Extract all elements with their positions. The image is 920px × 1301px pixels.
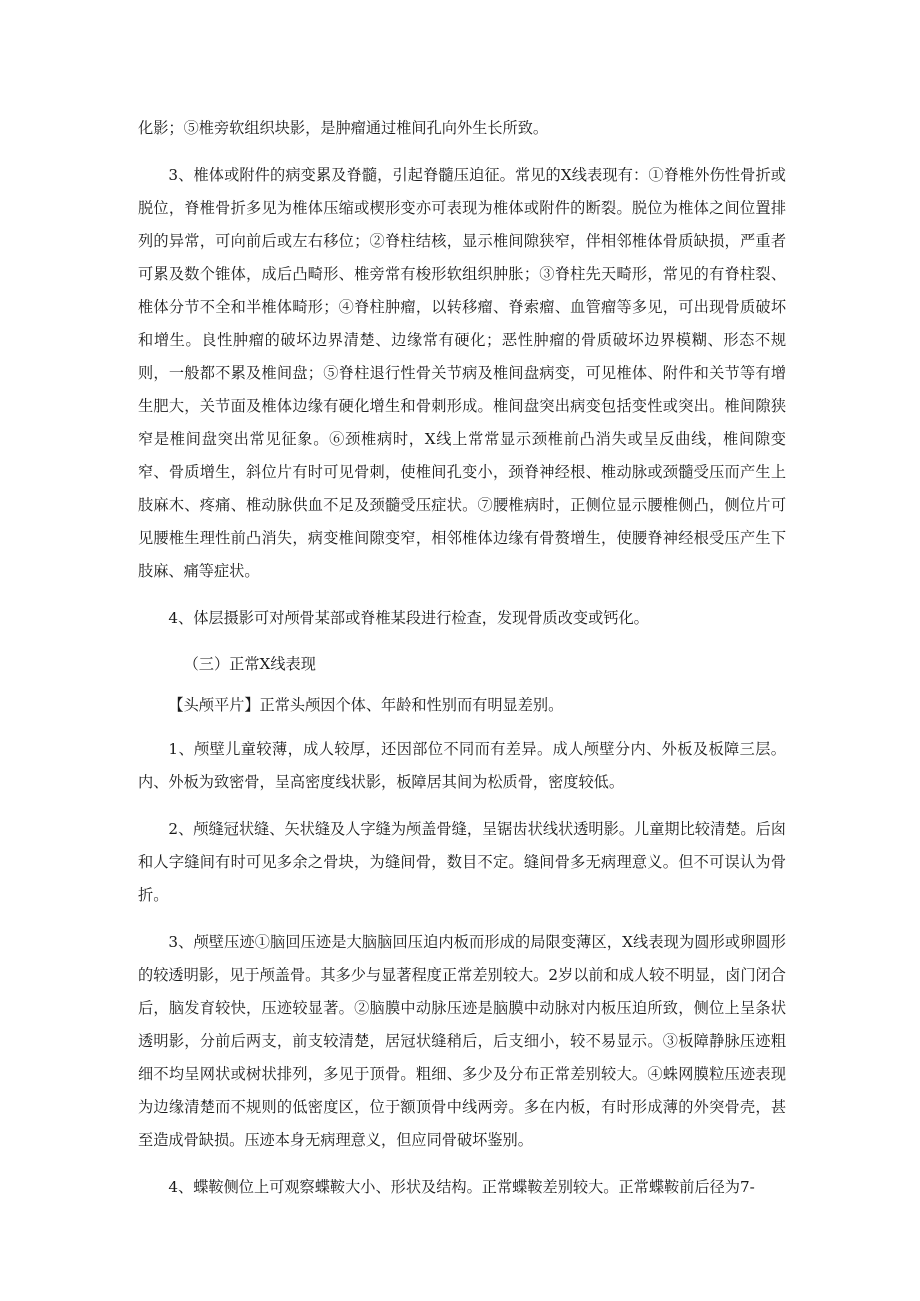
paragraph-skull-impressions: 3、颅壁压迹①脑回压迹是大脑脑回压迫内板而形成的局限变薄区，X线表现为圆形或卵圆形的较透明影，见于颅盖骨。其多少与显著程度正常差别较大。2岁以前和成人较不明显，卤门闭合后，脑发育较快，压迹较显著。②脑膜中动脉压迹是脑膜中动脉对内板压迫所致，侧位上呈条状透明影，分前后两支，前支较清楚，居冠状缝稍后，后支细小，较不易显示。③板障静脉压迹粗细不均呈网状或树状排列，多见于顶骨。粗细、多少及分布正常差别较大。④蛛网膜粒压迹表现为边缘清楚而不规则的低密度区，位于额顶骨中线两旁。多在内板，有时形成薄的外突骨壳，甚至造成骨缺损。压迹本身无病理意义，但应同骨破坏鉴别。 bbox=[138, 933, 786, 1149]
paragraph-skull-sutures: 2、颅缝冠状缝、矢状缝及人字缝为颅盖骨缝，呈锯齿状线状透明影。儿童期比较清楚。后囱和人字缝间有时可见多余之骨块，为缝间骨，数目不定。缝间骨多无病理意义。但不可误认为骨折。 bbox=[138, 820, 786, 904]
paragraph-skull-wall: 1、颅壁儿童较薄，成人较厚，还因部位不同而有差异。成人颅壁分内、外板及板障三层。内、外板为致密骨，呈高密度线状影，板障居其间为松质骨，密度较低。 bbox=[138, 740, 786, 791]
subheading-skull-plain-film: 【头颅平片】正常头颅因个体、年龄和性别而有明显差别。 bbox=[168, 696, 564, 714]
paragraph-tomography: 4、体层摄影可对颅骨某部或脊椎某段进行检查，发现骨质改变或钙化。 bbox=[168, 609, 649, 627]
paragraph-sella-turcica: 4、蝶鞍侧位上可观察蝶鞍大小、形状及结构。正常蝶鞍差别较大。正常蝶鞍前后径为7- bbox=[168, 1178, 755, 1196]
paragraph-spinal-cord-compression: 3、椎体或附件的病变累及脊髓，引起脊髓压迫征。常见的X线表现有：①脊椎外伤性骨折或脱位，脊椎骨折多见为椎体压缩或楔形变亦可表现为椎体或附件的断裂。脱位为椎体之间位置排列的异常，可向前后或左右移位；②脊柱结核，显示椎间隙狭窄，伴相邻椎体骨质缺损，严重者可累及数个锥体，成后凸畸形、椎旁常有梭形软组织肿胀；③脊柱先天畸形，常见的有脊柱裂、椎体分节不全和半椎体畸形；④脊柱肿瘤，以转移瘤、脊索瘤、血管瘤等多见，可出现骨质破坏和增生。良性肿瘤的破坏边界清楚、边缘常有硬化；恶性肿瘤的骨质破坏边界模糊、形态不规则，一般都不累及椎间盘；⑤脊柱退行性骨关节病及椎间盘病变，可见椎体、附件和关节等有增生肥大，关节面及椎体边缘有硬化增生和骨刺形成。椎间盘突出病变包括变性或突出。椎间隙狭窄是椎间盘突出常见征象。⑥颈椎病时，X线上常常显示颈椎前凸消失或呈反曲线，椎间隙变窄、骨质增生，斜位片有时可见骨刺，使椎间孔变小，颈脊神经根、椎动脉或颈髓受压而产生上肢麻木、疼痛、椎动脉供血不足及颈髓受压症状。⑦腰椎病时，正侧位显示腰椎侧凸，侧位片可见腰椎生理性前凸消失，病变椎间隙变窄，相邻椎体边缘有骨赘增生，使腰脊神经根受压产生下肢麻、痛等症状。 bbox=[138, 166, 786, 580]
paragraph-continuation: 化影；⑤椎旁软组织块影，是肿瘤通过椎间孔向外生长所致。 bbox=[138, 119, 549, 137]
section-heading-normal-xray: （三）正常X线表现 bbox=[183, 655, 316, 673]
document-page bbox=[138, 112, 786, 1218]
